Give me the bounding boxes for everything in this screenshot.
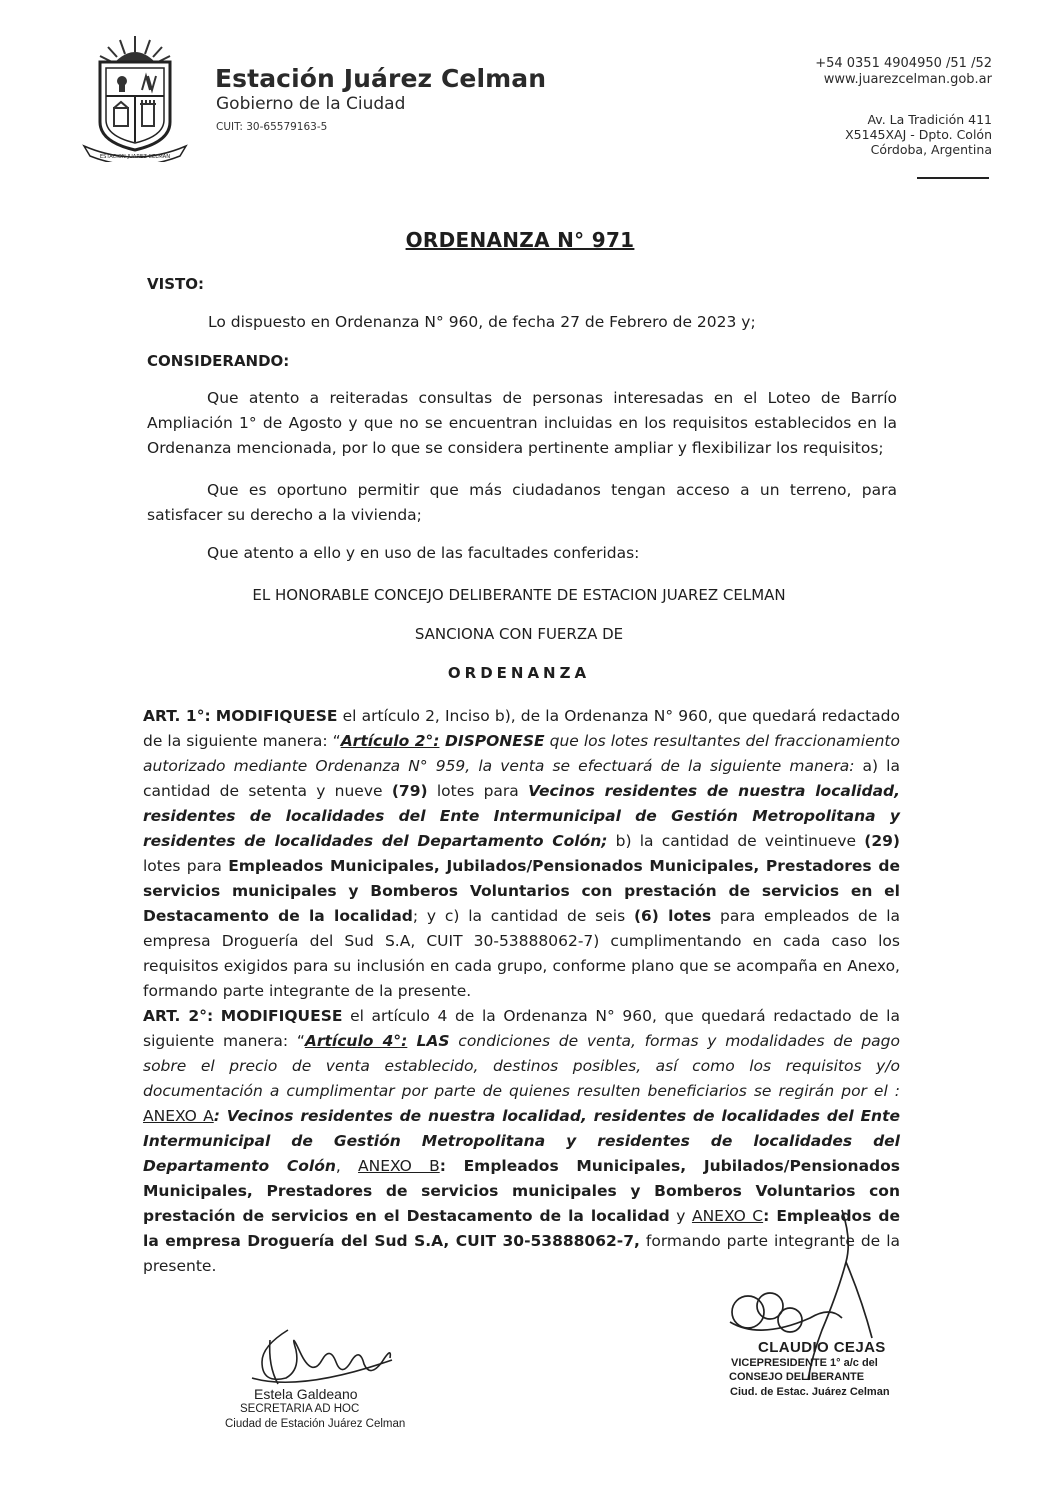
beneficiary-group-b: Empleados Municipales, Jubilados/Pensionados Municipales, Prestadores de servicios municipales y Bomberos Voluntarios con prestación de servicios en el Destacamento de la localidad (143, 857, 900, 925)
article-label: ART. 1°: (143, 707, 211, 725)
document-title: ORDENANZA N° 971 (405, 228, 635, 252)
crest-motto: ESTACION JUAREZ CELMAN (99, 154, 171, 160)
right-signatory-name: CLAUDIO CEJAS (758, 1339, 886, 1356)
beneficiary-group-a: Vecinos residentes de nuestra localidad, residentes de localidades del Ente Intermunicipal de Gestión Metropolitana y residentes de localidades del Departamento Colón; (143, 782, 901, 850)
anexo-b: ANEXO B (358, 1157, 440, 1175)
address-line: X5145XAJ - Dpto. Colón (845, 127, 992, 142)
left-signatory-role: SECRETARIA AD HOC (240, 1403, 360, 1415)
organization-cuit: CUIT: 30-65579163-5 (216, 121, 328, 133)
anexo-a-group: : Vecinos residentes de nuestra localidad, residentes de localidades del Ente Intermunicipal de Gestión Metropolitana y residentes de localidades del Departamento Colón (143, 1107, 900, 1175)
sanciona-heading: SANCIONA CON FUERZA DE (414, 625, 624, 643)
visto-label: VISTO: (147, 275, 204, 293)
anexo-c-group: : Empleados de la empresa Droguería del Sud S.A, CUIT 30-53888062-7, (143, 1207, 901, 1250)
organization-name: Estación Juárez Celman (215, 64, 547, 93)
phone-number: +54 0351 4904950 /51 /52 (815, 56, 992, 71)
quoted-article-label: Artículo 4°: (304, 1032, 408, 1050)
anexo-c: ANEXO C (691, 1207, 764, 1225)
left-signature-scribble (252, 1330, 392, 1384)
considerando-paragraph: Que atento a reiteradas consultas de personas interesadas en el Loteo de Barrío Ampliación 1° de Agosto y que no se encuentran incluidas en los requisitos establecidos en la Ordenanza mencionada, por lo que se considera pertinente ampliar y flexibilizar los requisitos; (147, 389, 897, 457)
right-signatory-org: Ciud. de Estac. Juárez Celman (730, 1386, 890, 1398)
right-signatory-role: CONSEJO DELIBERANTE (729, 1371, 865, 1383)
organization-subtitle: Gobierno de la Ciudad (216, 94, 406, 114)
article-label: ART. 2°: (143, 1007, 214, 1025)
address-line: Córdoba, Argentina (870, 142, 992, 157)
article-verb: MODIFIQUESE (220, 1007, 343, 1025)
considerando-label: CONSIDERANDO: (147, 352, 290, 370)
right-signatory-role: VICEPRESIDENTE 1° a/c del (731, 1357, 878, 1369)
quoted-article-label: Artículo 2°: (340, 732, 440, 750)
anexo-a: ANEXO A (143, 1107, 214, 1125)
ordenanza-heading: ORDENANZA (447, 664, 591, 682)
header-rule (917, 177, 989, 179)
considerando-paragraph: Que es oportuno permitir que más ciudadanos tengan acceso a un terreno, para satisfacer su derecho a la vivienda; (147, 481, 897, 524)
article-2: ART. 2°: MODIFIQUESE el artículo 4 de la Ordenanza N° 960, que quedará redactado de la siguiente manera: “Artículo 4°: LAS condiciones de venta, formas y modalidades de pago sobre el precio de venta establecido, destinos posibles, así como los requisitos y/o documentación a cumplimentar por parte de quienes resulten beneficiarios se regirán por el : ANEXO A: Vecinos residentes de nuestra localidad, residentes de localidades del Ente Intermunicipal de Gestión Metropolitana y residentes de localidades del Departamento Colón, ANEXO B: Empleados Municipales, Jubilados/Pensionados Municipales, Prestadores de servicios municipales y Bomberos Voluntarios con prestación de servicios en el Destacamento de la localidad y ANEXO C: Empleados de la empresa Droguería del Sud S.A, CUIT 30-53888062-7, formando parte integrante de la presente. (143, 1007, 901, 1275)
article-1: ART. 1°: MODIFIQUESE el artículo 2, Inciso b), de la Ordenanza N° 960, que quedará redactado de la siguiente manera: “Artículo 2°: DISPONESE que los lotes resultantes del fraccionamiento autorizado mediante Ordenanza N° 959, la venta se efectuará de la siguiente manera: a) la cantidad de setenta y nueve (79) lotes para Vecinos residentes de nuestra localidad, residentes de localidades del Ente Intermunicipal de Gestión Metropolitana y residentes de localidades del Departamento Colón; b) la cantidad de veintinueve (29) lotes para Empleados Municipales, Jubilados/Pensionados Municipales, Prestadores de servicios municipales y Bomberos Voluntarios con prestación de servicios en el Destacamento de la localidad; y c) la cantidad de seis (6) lotes para empleados de la empresa Droguería del Sud S.A, CUIT 30-53888062-7) cumplimentando en cada caso los requisitos exigidos para su inclusión en cada grupo, conforme plano que se acompaña en Anexo, formando parte integrante de la presente. (143, 707, 901, 1000)
left-signatory-name: Estela Galdeano (254, 1386, 358, 1402)
contact-block (815, 56, 992, 88)
anexo-b-group: : Empleados Municipales, Jubilados/Pensionados Municipales, Prestadores de servicios municipales y Bomberos Voluntarios con prestación de servicios en el Destacamento de la localidad (143, 1157, 901, 1225)
left-signatory-org: Ciudad de Estación Juárez Celman (225, 1418, 406, 1430)
address-block (845, 112, 992, 157)
concejo-heading: EL HONORABLE CONCEJO DELIBERANTE DE ESTACION JUAREZ CELMAN (252, 586, 786, 604)
article-verb: MODIFIQUESE (215, 707, 338, 725)
website-link[interactable]: www.juarezcelman.gob.ar (823, 72, 992, 87)
considerando-paragraph: Que atento a ello y en uso de las facultades conferidas: (207, 544, 640, 562)
visto-text: Lo dispuesto en Ordenanza N° 960, de fecha 27 de Febrero de 2023 y; (208, 313, 756, 331)
municipal-crest-logo (80, 34, 190, 162)
address-line: Av. La Tradición 411 (867, 112, 992, 127)
